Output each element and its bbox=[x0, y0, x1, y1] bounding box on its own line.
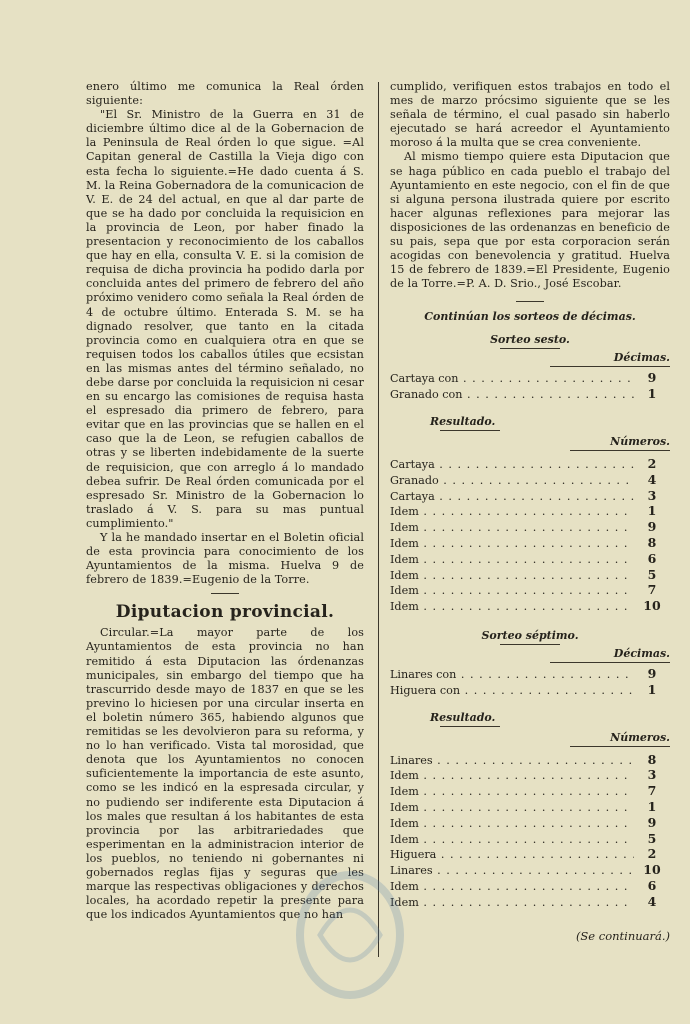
list-item: Idem . . . 4 bbox=[390, 895, 670, 911]
header-rule bbox=[550, 366, 670, 367]
list-item: Linares . . . 8 bbox=[390, 753, 670, 769]
title-underline bbox=[500, 348, 560, 349]
list-item: Idem . . . 5 bbox=[390, 832, 670, 848]
draw-7-result-label: Resultado. bbox=[430, 710, 496, 724]
draw-6-decimas-label: Décimas. bbox=[613, 351, 670, 365]
section-divider bbox=[516, 301, 544, 302]
list-item: Idem . . . 9 bbox=[390, 816, 670, 832]
right-paragraph-2: Al mismo tiempo quiere esta Diputacion que se haga público en cada pueblo el trabajo del Ayuntamiento en este negocio, con el fin de que si alguna persona ilustrada quiere por escrito hacer algunas reflexiones para mejorar las disposiciones de las ordenanzas en beneficio de su pais, sepa que por esta corporacion serán acogidas con benevolencia y gratitud. Huelva 15 de febrero de 1839.=El Presidente, Eugenio de la Torre.=P. A. D. Srio., José Escobar. bbox=[390, 150, 670, 291]
draw-7-numeros-label: Números. bbox=[610, 730, 670, 744]
draw-6-numeros-label: Números. bbox=[610, 435, 670, 448]
list-item: Idem . . . 1 bbox=[390, 800, 670, 816]
list-item: Granado con . . . 1 bbox=[390, 387, 670, 403]
list-item: Higuera . . . 2 bbox=[390, 847, 670, 863]
list-item: Idem . . . 3 bbox=[390, 768, 670, 784]
list-item: Idem . . . 7 bbox=[390, 784, 670, 800]
closing-note: (Se continuará.) bbox=[575, 928, 670, 943]
column-divider bbox=[378, 82, 379, 957]
list-item: Linares con . . . 9 bbox=[390, 667, 670, 683]
draw-7-decimas-list bbox=[390, 667, 670, 699]
section-divider bbox=[211, 593, 239, 594]
section-heading: Diputacion provincial. bbox=[115, 602, 335, 623]
draw-6-title: Sorteo sesto. bbox=[490, 333, 570, 347]
archive-seal-watermark bbox=[280, 845, 610, 1005]
list-item: Idem . . . 10 bbox=[390, 599, 670, 615]
list-item: Idem . . . 9 bbox=[390, 520, 670, 536]
list-item: Cartaya . . . 3 bbox=[390, 489, 670, 505]
list-item: Cartaya con . . . 9 bbox=[390, 371, 670, 387]
draw-7-title: Sorteo séptimo. bbox=[481, 628, 579, 642]
title-underline bbox=[440, 430, 500, 431]
list-item: Idem . . . 1 bbox=[390, 504, 670, 520]
list-item: Idem . . . 6 bbox=[390, 879, 670, 895]
left-paragraph-2: "El Sr. Ministro de la Guerra en 31 de diciembre último dice al de la Gobernacion de la Peninsula de Real órden lo que sigue. =Al Capitan general de Castilla la Vieja digo con esta fecha lo siguiente.=He dado cuenta á S. M. la Reina Gobernadora de la comunicacion de V. E. de 24 del actual, en que al dar parte de que se ha dado por concluida la requisicion en la provincia de Leon, por haber finado la presentacion y reconocimiento de los caballos que hay en ella, consulta V. E. si la comision de requisa de dicha provincia ha podido darla por concluida antes del primero de febrero del año próximo venidero como señala la Real órden de 4 de octubre último. Enterada S. M. se ha dignado resolver, que tanto en la citada provincia como en cualquiera otra en que se requisen todos los caballos útiles que ecsistan en las mismas antes del término señalado, no debe darse por concluida la requisicion ni cesar en su encargo las comisiones de requisa hasta el espresado dia primero de febrero, para evitar que en las provincias que se hallen en el caso que la de Leon, se refugien caballos de otras y se liberten indebidamente de la suerte de requisicion, que con arreglo á lo mandado debea sufrir. De Real órden comunicada por el espresado Sr. Ministro de la Gobernacion lo traslado á V. S. para su mas puntual cumplimiento." bbox=[86, 108, 364, 530]
list-item: Granado . . . 4 bbox=[390, 473, 670, 489]
header-rule bbox=[570, 746, 670, 747]
draw-6-results-list bbox=[390, 457, 670, 615]
title-underline bbox=[500, 644, 560, 645]
left-column bbox=[86, 80, 364, 922]
list-item: Cartaya . . . 2 bbox=[390, 457, 670, 473]
title-underline bbox=[440, 726, 500, 727]
right-column bbox=[390, 80, 670, 943]
left-paragraph-4: Circular.=La mayor parte de los Ayuntamientos de esta provincia no han remitido á esta Diputacion las órdenanzas municipales, sin embargo del tiempo que ha trascurrido desde mayo de 1837 en que se les previno lo hiciesen por una circular inserta en el boletin número 365, habiendo algunos que remitidas se les devolvieron para su reforma, y no lo han verificado. Vista tal morosidad, que denota que los Ayuntamientos no conocen suficientemente la importancia de este asunto, como se les indicó en la espresada circular, y no pudiendo ser indiferente esta Diputacion á los males que resultan á los habitantes de esta provincia por las arbitrariedades que esperimentan en la administracion interior de los pueblos, no teniendo ni gobernantes ni gobernados reglas fijas y seguras que les marque las respectivas obligaciones y derechos locales, ha acordado repetir la presente para que los indicados Ayuntamientos que no han bbox=[86, 626, 364, 922]
list-item: Linares . . . 10 bbox=[390, 863, 670, 879]
left-paragraph-3: Y la he mandado insertar en el Boletin oficial de esta provincia para conocimiento de los Ayuntamientos de la misma. Huelva 9 de febrero de 1839.=Eugenio de la Torre. bbox=[86, 531, 364, 587]
header-rule bbox=[550, 662, 670, 663]
continue-title: Continúan los sorteos de décimas. bbox=[424, 310, 636, 324]
draw-6-result-label: Resultado. bbox=[430, 415, 496, 428]
draw-7-decimas-label: Décimas. bbox=[613, 646, 670, 660]
list-item: Idem . . . 6 bbox=[390, 552, 670, 568]
list-item: Idem . . . 5 bbox=[390, 568, 670, 584]
left-paragraph-1: enero último me comunica la Real órden siguiente: bbox=[86, 80, 364, 108]
list-item: Idem . . . 7 bbox=[390, 583, 670, 599]
list-item: Higuera con . . . 1 bbox=[390, 683, 670, 699]
header-rule bbox=[570, 450, 670, 451]
right-paragraph-1: cumplido, verifiquen estos trabajos en todo el mes de marzo prócsimo siguiente que se les señala de término, el cual pasado sin haberlo ejecutado se hará acreedor el Ayuntamiento moroso á la multa que se crea conveniente. bbox=[390, 80, 670, 150]
draw-6-decimas-list bbox=[390, 371, 670, 403]
list-item: Idem . . . 8 bbox=[390, 536, 670, 552]
